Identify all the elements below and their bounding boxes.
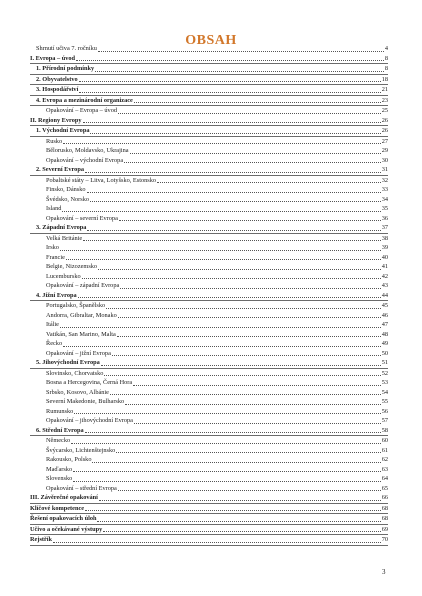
toc-entry [30,484,388,494]
dot-leader [119,220,381,221]
toc-entry [30,75,388,86]
dot-leader [83,122,381,123]
toc-entry [30,493,388,504]
toc-entry-page: 31 [381,166,388,173]
dot-leader [83,240,381,241]
toc-entry [30,426,388,437]
toc-entry-title: Maďarsko [46,465,73,473]
toc-entry [30,378,388,388]
toc-entry-title: Opakování – západní Evropa [46,282,120,289]
toc-entry [30,514,388,525]
toc-entry-title: 3. Hospodářství [36,86,79,93]
toc-entry [30,195,388,205]
toc-entry-title: Rakousko, Polsko [46,456,92,463]
toc-entry [30,301,388,311]
toc-entry [30,204,388,214]
toc-entry-title: III. Závěrečné opakování [30,494,98,501]
toc-entry-title: Rusko [46,137,63,145]
toc-entry-title: Opakování – jihovýchodní Evropa [46,417,133,424]
toc-entry-page: 53 [381,379,388,386]
toc-entry-page: 68 [381,515,388,522]
table-of-contents [30,44,388,546]
dot-leader [71,443,381,444]
dot-leader [125,404,381,405]
toc-entry [30,262,388,272]
toc-entry-page: 29 [381,147,388,154]
toc-entry [30,330,388,340]
toc-entry-page: 66 [381,494,388,501]
toc-entry-title: Slovinsko, Chorvatsko [46,369,104,377]
toc-entry [30,281,388,291]
toc-entry-page: 32 [381,176,388,184]
dot-leader [73,471,381,472]
toc-entry-page: 25 [381,107,388,114]
toc-entry-page: 41 [381,263,388,270]
toc-entry-page: 52 [381,369,388,377]
dot-leader [118,490,381,491]
dot-leader [112,355,381,356]
toc-entry-title: Portugalsko, Španělsko [46,302,106,309]
toc-entry [30,272,388,282]
toc-entry-page: 21 [381,86,388,93]
toc-entry-title: 2. Severní Evropa [36,166,84,173]
toc-entry [30,116,388,127]
toc-entry [30,474,388,484]
dot-leader [98,51,384,52]
toc-entry [30,446,388,456]
dot-leader [118,113,381,114]
toc-entry-title: 4. Jižní Evropa [36,291,77,299]
dot-leader [60,327,381,328]
toc-entry [30,388,388,398]
toc-entry [30,223,388,234]
toc-entry [30,54,388,65]
toc-entry [30,64,388,75]
toc-entry-title: 3. Západní Evropa [36,224,87,231]
toc-entry-title: Bosna a Hercegovina, Černá Hora [46,379,133,386]
toc-entry-page: 68 [381,504,388,512]
toc-entry [30,291,388,302]
toc-entry [30,339,388,349]
toc-entry [30,243,388,253]
toc-entry-title: Německo [46,437,71,444]
dot-leader [82,278,381,279]
dot-leader [53,542,381,543]
dot-leader [90,201,381,202]
toc-entry-page: 27 [381,137,388,145]
toc-entry-title: Vatikán, San Marino, Malta [46,330,116,338]
dot-leader [79,81,381,82]
toc-entry [30,234,388,244]
toc-entry [30,407,388,417]
dot-leader [101,365,381,366]
toc-entry-page: 39 [381,244,388,251]
toc-entry-title: Řecko [46,340,63,347]
toc-entry-title: Řešení opakovacích úloh [30,515,97,522]
toc-entry-page: 57 [381,417,388,424]
toc-entry-page: 30 [381,156,388,164]
toc-entry-page: 4 [384,45,388,52]
toc-entry-title: 1. Východní Evropa [36,127,90,134]
toc-entry-page: 65 [381,484,388,492]
dot-leader [62,211,380,212]
toc-entry-page: 48 [381,330,388,338]
dot-leader [92,462,380,463]
toc-entry-title: Island [46,205,62,212]
toc-entry-page: 8 [384,54,388,62]
toc-entry [30,416,388,426]
toc-entry-title: Pobaltské státy – Litva, Lotyšsko, Estonsko [46,176,157,184]
toc-entry-title: Velká Británie [46,234,83,242]
page-number: 3 [382,568,386,576]
dot-leader [103,531,380,532]
toc-entry [30,455,388,465]
dot-leader [78,297,381,298]
toc-entry [30,85,388,96]
toc-entry-title: 1. Přírodní podmínky [36,65,95,72]
toc-entry-title: Severní Makedonie, Bulharsko [46,398,125,405]
toc-entry [30,397,388,407]
dot-leader [110,394,381,395]
dot-leader [95,71,384,72]
toc-entry-title: Švédsko, Norsko [46,195,90,203]
toc-entry-title: Itálie [46,321,59,328]
toc-entry-page: 63 [381,465,388,473]
toc-entry-page: 45 [381,302,388,309]
dot-leader [98,269,381,270]
dot-leader [106,308,381,309]
page-title: OBSAH [185,33,237,48]
toc-entry-title: 6. Střední Evropa [36,426,84,434]
dot-leader [104,375,380,376]
toc-entry-page: 61 [381,446,388,454]
toc-entry [30,369,388,379]
dot-leader [133,385,381,386]
toc-entry [30,349,388,359]
toc-entry-title: Klíčové kompetence [30,504,85,512]
toc-entry [30,176,388,186]
toc-entry-page: 62 [381,456,388,463]
toc-entry-page: 69 [381,525,388,533]
toc-entry-title: Lucembursko [46,272,81,280]
toc-entry-page: 26 [381,116,388,124]
dot-leader [124,162,381,163]
toc-entry-page: 43 [381,282,388,289]
toc-entry [30,126,388,137]
toc-entry [30,214,388,224]
toc-entry-title: Shrnutí učiva 7. ročníku [36,45,97,52]
toc-entry-title: II. Regiony Evropy [30,116,82,124]
dot-leader [117,336,381,337]
dot-leader [66,259,381,260]
toc-entry-title: Andorra, Gibraltar, Monako [46,311,117,319]
dot-leader [118,317,381,318]
toc-entry [30,465,388,475]
toc-entry-title: Opakování – jižní Evropa [46,349,111,357]
dot-leader [73,481,380,482]
toc-entry-title: Francie [46,253,65,261]
toc-entry-page: 26 [381,127,388,134]
dot-leader [134,102,381,103]
toc-entry-title: Rejstřík [30,536,53,543]
toc-entry [30,320,388,330]
dot-leader [85,432,381,433]
toc-entry [30,253,388,263]
dot-leader [134,423,381,424]
toc-entry-page: 64 [381,475,388,482]
toc-entry-page: 70 [381,536,388,543]
toc-entry-page: 33 [381,186,388,193]
toc-entry-title: Slovensko [46,475,73,482]
toc-entry-page: 50 [381,349,388,357]
toc-entry [30,504,388,515]
toc-entry-page: 36 [381,214,388,222]
toc-entry-title: 2. Obyvatelstvo [36,75,78,83]
toc-entry [30,436,388,446]
dot-leader [87,192,381,193]
toc-entry-title: Rumunsko [46,407,74,415]
toc-entry-title: Opakování – východní Evropa [46,156,124,164]
toc-entry-page: 47 [381,321,388,328]
toc-entry-page: 54 [381,388,388,396]
toc-entry [30,96,388,107]
toc-entry [30,535,388,546]
toc-entry-title: Irsko [46,244,59,251]
toc-entry [30,358,388,369]
toc-entry-page: 56 [381,407,388,415]
toc-entry-title: Srbsko, Kosovo, Albánie [46,388,109,396]
dot-leader [60,250,381,251]
toc-entry-page: 49 [381,340,388,347]
toc-entry [30,44,388,54]
toc-entry-page: 44 [381,291,388,299]
toc-entry [30,137,388,147]
toc-entry-page: 55 [381,398,388,405]
toc-entry-title: Belgie, Nizozemsko [46,263,98,270]
toc-entry-page: 37 [381,224,388,231]
dot-leader [157,182,381,183]
toc-entry-page: 60 [381,437,388,444]
toc-entry [30,185,388,195]
dot-leader [97,521,380,522]
dot-leader [99,500,381,501]
toc-entry-title: Učivo a očekávané výstupy [30,525,103,533]
toc-entry-page: 46 [381,311,388,319]
toc-entry-page: 58 [381,426,388,434]
dot-leader [63,143,381,144]
toc-entry-page: 18 [381,75,388,83]
toc-entry-page: 23 [381,96,388,104]
toc-entry-title: I. Evropa – úvod [30,54,76,62]
dot-leader [120,288,380,289]
toc-entry-title: Opakování – střední Evropa [46,484,117,492]
dot-leader [79,92,380,93]
toc-entry-title: 4. Evropa a mezinárodní organizace [36,96,133,104]
toc-entry-title: Bělorusko, Moldavsko, Ukrajina [46,147,129,154]
dot-leader [76,60,384,61]
dot-leader [85,510,381,511]
dot-leader [130,153,381,154]
toc-entry [30,525,388,536]
toc-entry-page: 40 [381,253,388,261]
toc-entry-title: Opakování – severní Evropa [46,214,118,222]
toc-entry-page: 38 [381,234,388,242]
toc-entry-title: Opakování – Evropa – úvod [46,107,117,114]
toc-entry [30,156,388,166]
toc-entry [30,146,388,156]
toc-entry-title: 5. Jihovýchodní Evropa [36,359,100,366]
toc-entry-page: 8 [384,65,388,72]
dot-leader [90,133,380,134]
dot-leader [63,346,381,347]
toc-entry [30,106,388,116]
dot-leader [74,413,380,414]
toc-entry-page: 35 [381,205,388,212]
toc-entry-title: Finsko, Dánsko [46,186,86,193]
toc-entry-page: 51 [381,359,388,366]
dot-leader [87,230,380,231]
dot-leader [85,172,381,173]
toc-entry-title: Švýcarsko, Lichtenštejnsko [46,446,116,454]
toc-entry [30,165,388,176]
toc-entry-page: 34 [381,195,388,203]
toc-entry [30,311,388,321]
toc-entry-page: 42 [381,272,388,280]
dot-leader [116,452,380,453]
